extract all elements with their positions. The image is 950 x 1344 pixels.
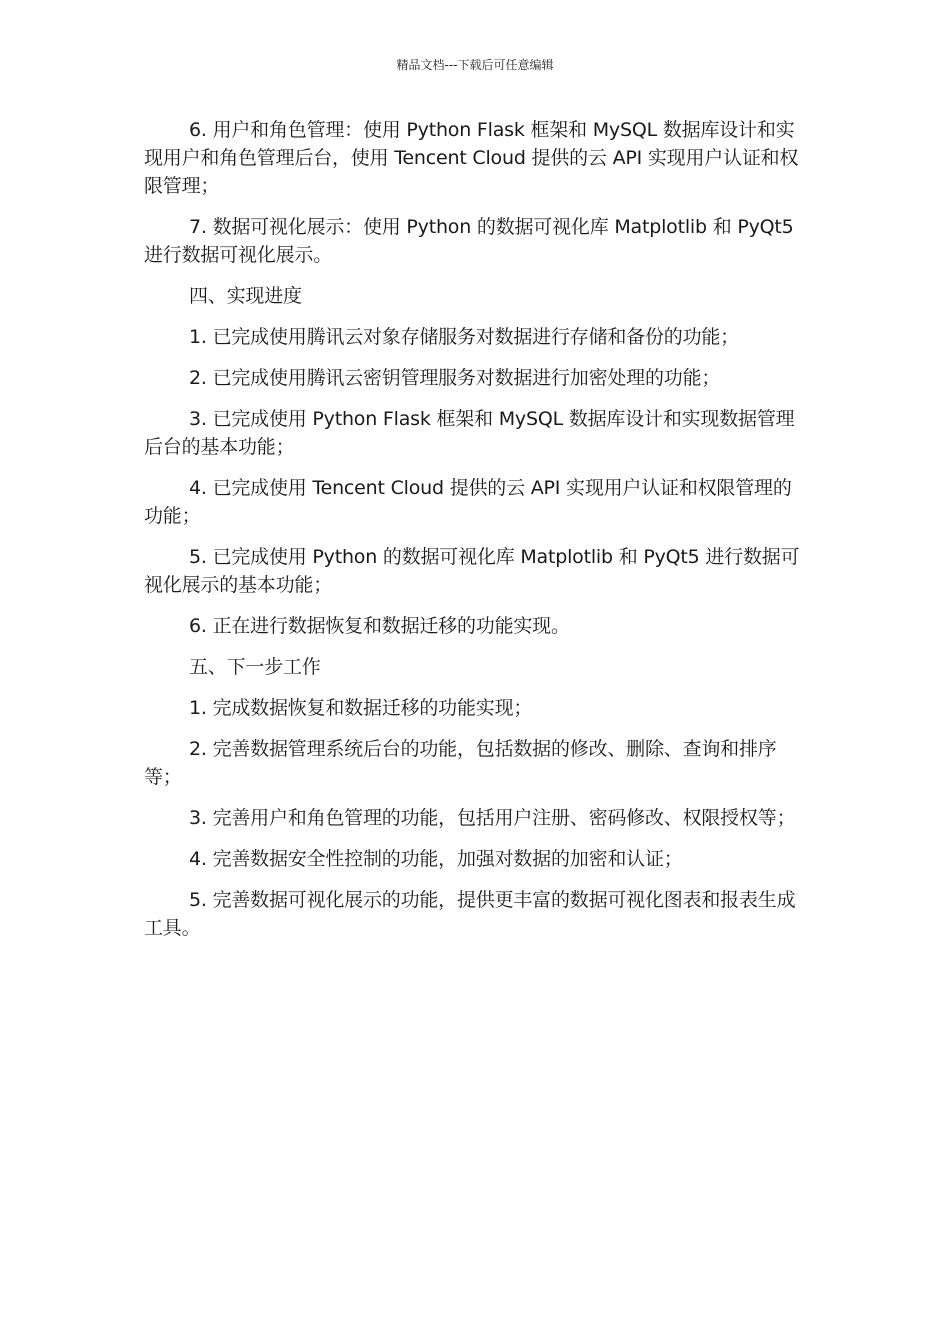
progress-item-5: 5. 已完成使用 Python 的数据可视化库 Matplotlib 和 PyQt5 进行数据可视化展示的基本功能； — [144, 546, 800, 596]
progress-item-1: 1. 已完成使用腾讯云对象存储服务对数据进行存储和备份的功能； — [189, 326, 739, 348]
paragraph-user-role-management: 6. 用户和角色管理：使用 Python Flask 框架和 MySQL 数据库设计和实现用户和角色管理后台，使用 Tencent Cloud 提供的云 API 实现用户认证和权限管理； — [144, 119, 799, 197]
next-step-item-2: 2. 完善数据管理系统后台的功能，包括数据的修改、删除、查询和排序等； — [144, 738, 777, 788]
section-heading-next-steps: 五、下一步工作 — [189, 656, 321, 678]
next-step-item-5: 5. 完善数据可视化展示的功能，提供更丰富的数据可视化图表和报表生成工具。 — [144, 889, 796, 939]
page-header: 精品文档---下载后可任意编辑 — [396, 58, 554, 72]
progress-item-2: 2. 已完成使用腾讯云密钥管理服务对数据进行加密处理的功能； — [189, 367, 721, 389]
document-body — [144, 116, 804, 955]
next-step-item-3: 3. 完善用户和角色管理的功能，包括用户注册、密码修改、权限授权等； — [189, 807, 796, 829]
progress-item-6: 6. 正在进行数据恢复和数据迁移的功能实现。 — [189, 615, 570, 637]
next-step-item-1: 1. 完成数据恢复和数据迁移的功能实现； — [189, 697, 533, 719]
section-heading-progress: 四、实现进度 — [189, 285, 302, 307]
paragraph-data-visualization: 7. 数据可视化展示：使用 Python 的数据可视化库 Matplotlib 和 PyQt5 进行数据可视化展示。 — [144, 216, 794, 266]
next-step-item-4: 4. 完善数据安全性控制的功能，加强对数据的加密和认证； — [189, 848, 683, 870]
progress-item-3: 3. 已完成使用 Python Flask 框架和 MySQL 数据库设计和实现数据管理后台的基本功能； — [144, 408, 795, 458]
progress-item-4: 4. 已完成使用 Tencent Cloud 提供的云 API 实现用户认证和权限管理的功能； — [144, 477, 792, 527]
